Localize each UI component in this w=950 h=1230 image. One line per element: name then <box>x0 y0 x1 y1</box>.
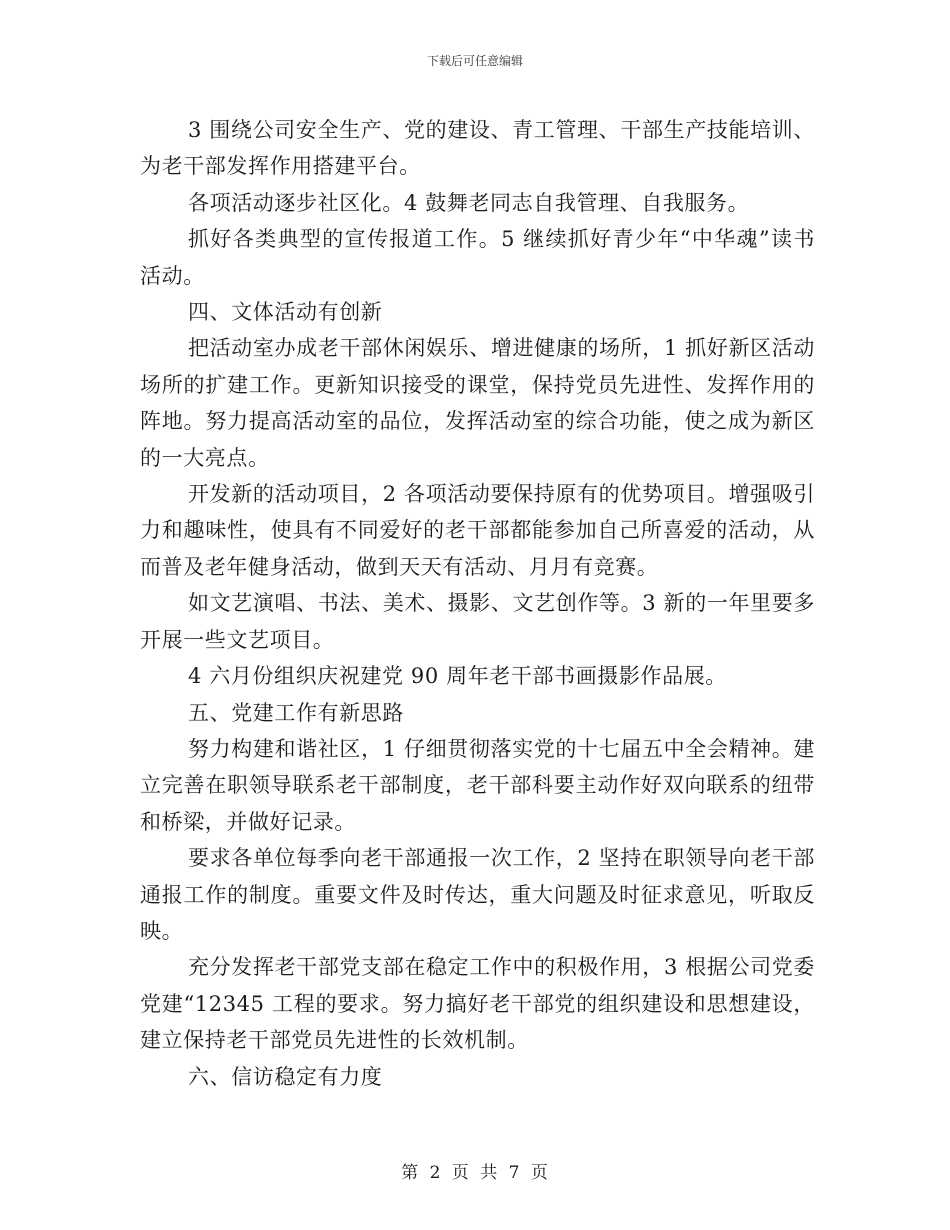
page-header-note: 下载后可任意编辑 <box>426 54 523 68</box>
section-heading: 六、信访稳定有力度 <box>188 1064 383 1089</box>
paragraph: 把活动室办成老干部休闲娱乐、增进健康的场所，1 抓好新区活动场所的扩建工作。更新知识接受的课堂，保持党员先进性、发挥作用的阵地。努力提高活动室的品位，发挥活动室的综合功能，使之成为新区的一大亮点。 <box>140 336 815 470</box>
paragraph: 各项活动逐步社区化。4 鼓舞老同志自我管理、自我服务。 <box>188 190 750 215</box>
paragraph: 4 六月份组织庆祝建党 90 周年老干部书画摄影作品展。 <box>188 664 727 689</box>
page-number-footer: 第 2 页 共 7 页 <box>401 1163 549 1183</box>
paragraph: 3 围绕公司安全生产、党的建设、青工管理、干部生产技能培训、为老干部发挥作用搭建平台。 <box>140 118 815 179</box>
section-heading: 五、党建工作有新思路 <box>188 700 404 725</box>
paragraph: 充分发挥老干部党支部在稳定工作中的积极作用，3 根据公司党委党建“12345 工程的要求。努力搞好老干部党的组织建设和思想建设，建立保持老干部党员先进性的长效机制。 <box>140 955 815 1053</box>
paragraph: 要求各单位每季向老干部通报一次工作，2 坚持在职领导向老干部通报工作的制度。重要文件及时传达，重大问题及时征求意见，听取反映。 <box>140 846 815 943</box>
paragraph: 开发新的活动项目，2 各项活动要保持原有的优势项目。增强吸引力和趣味性，使具有不同爱好的老干部都能参加自己所喜爱的活动，从而普及老年健身活动，做到天天有活动、月月有竞赛。 <box>140 482 815 579</box>
section-heading: 四、文体活动有创新 <box>188 300 383 325</box>
paragraph: 努力构建和谐社区，1 仔细贯彻落实党的十七届五中全会精神。建立完善在职领导联系老干部制度，老干部科要主动作好双向联系的纽带和桥梁，并做好记录。 <box>140 736 815 834</box>
paragraph: 抓好各类典型的宣传报道工作。5 继续抓好青少年“中华魂”读书活动。 <box>140 227 815 288</box>
document-body <box>140 112 815 1095</box>
paragraph: 如文艺演唱、书法、美术、摄影、文艺创作等。3 新的一年里要多开展一些文艺项目。 <box>140 591 815 652</box>
